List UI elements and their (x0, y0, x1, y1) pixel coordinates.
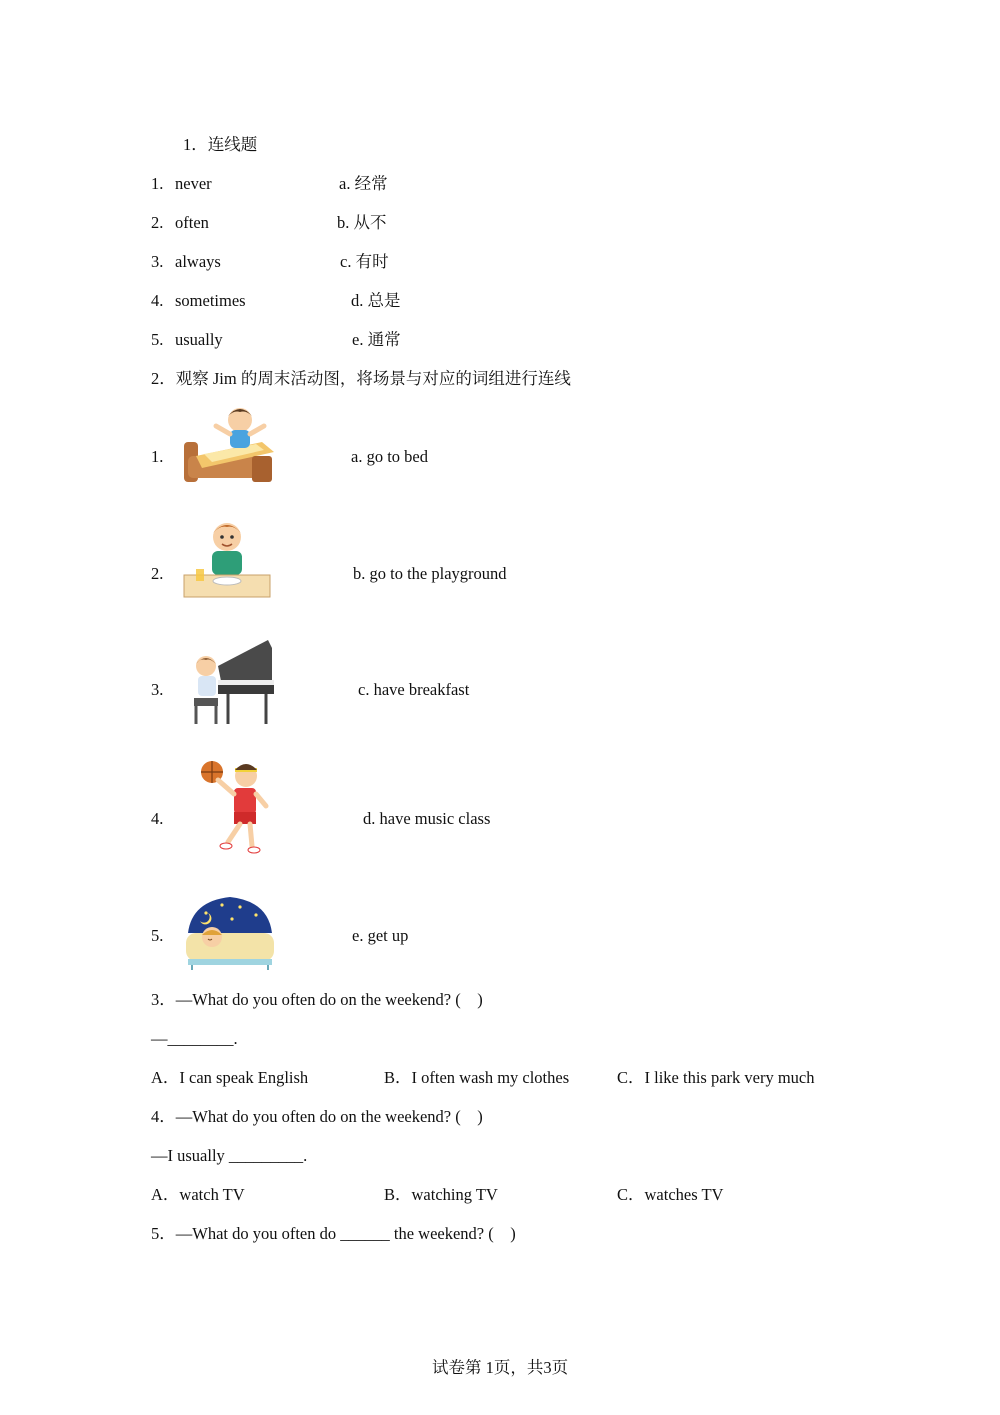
q1-left-word-2: often (175, 213, 209, 232)
q3-answer-line: —________. (151, 1029, 238, 1048)
q3-option-c: C．I like this park very much (617, 1068, 815, 1087)
child-playing-piano-illustration (188, 636, 278, 730)
q1-right-item-2: b. 从不 (337, 213, 387, 232)
q1-right-item-3: c. 有时 (340, 252, 389, 271)
q1-left-word-3: always (175, 252, 221, 271)
boy-eating-breakfast-illustration (182, 517, 272, 601)
q4-answer-line: —I usually _________. (151, 1146, 308, 1165)
q2-num-3: 3. (151, 680, 164, 699)
q2-heading: 2．观察 Jim 的周末活动图，将场景与对应的词组进行连线 (151, 369, 571, 388)
q4-option-c: C．watches TV (617, 1185, 724, 1204)
q1-left-word-5: usually (175, 330, 223, 349)
q2-num-1: 1. (151, 447, 164, 466)
q1-left-num-2: 2. (151, 213, 164, 232)
q3-question: 3．—What do you often do on the weekend? ( ) (151, 990, 483, 1009)
q3-option-a: A．I can speak English (151, 1068, 309, 1087)
q4-question: 4．—What do you often do on the weekend? ( ) (151, 1107, 483, 1126)
q1-left-word-1: never (175, 174, 212, 193)
q2-num-5: 5. (151, 926, 164, 945)
q1-left-num-1: 1. (151, 174, 164, 193)
q5-question: 5．—What do you often do ______ the weekend? ( ) (151, 1224, 516, 1243)
q1-heading: 1．连线题 (183, 135, 258, 154)
q1-left-num-5: 5. (151, 330, 164, 349)
page-footer: 试卷第 1页，共3页 (431, 1358, 569, 1377)
q2-option-4: d. have music class (363, 809, 491, 828)
q3-option-b: B．I often wash my clothes (384, 1068, 570, 1087)
q1-left-num-4: 4. (151, 291, 164, 310)
q4-option-b: B．watching TV (384, 1185, 498, 1204)
q1-right-item-1: a. 经常 (339, 174, 388, 193)
q2-option-1: a. go to bed (351, 447, 428, 466)
q2-option-3: c. have breakfast (358, 680, 470, 699)
q2-option-5: e. get up (352, 926, 409, 945)
boy-waking-in-bed-illustration (182, 400, 278, 490)
q1-right-item-5: e. 通常 (352, 330, 401, 349)
q2-num-4: 4. (151, 809, 164, 828)
q1-left-word-4: sometimes (175, 291, 246, 310)
q1-left-num-3: 3. (151, 252, 164, 271)
q4-option-a: A．watch TV (151, 1185, 245, 1204)
q2-num-2: 2. (151, 564, 164, 583)
q2-option-2: b. go to the playground (353, 564, 507, 583)
boy-playing-basketball-illustration (198, 758, 274, 858)
child-sleeping-under-starry-blanket-illustration (182, 893, 278, 971)
q1-right-item-4: d. 总是 (351, 291, 401, 310)
